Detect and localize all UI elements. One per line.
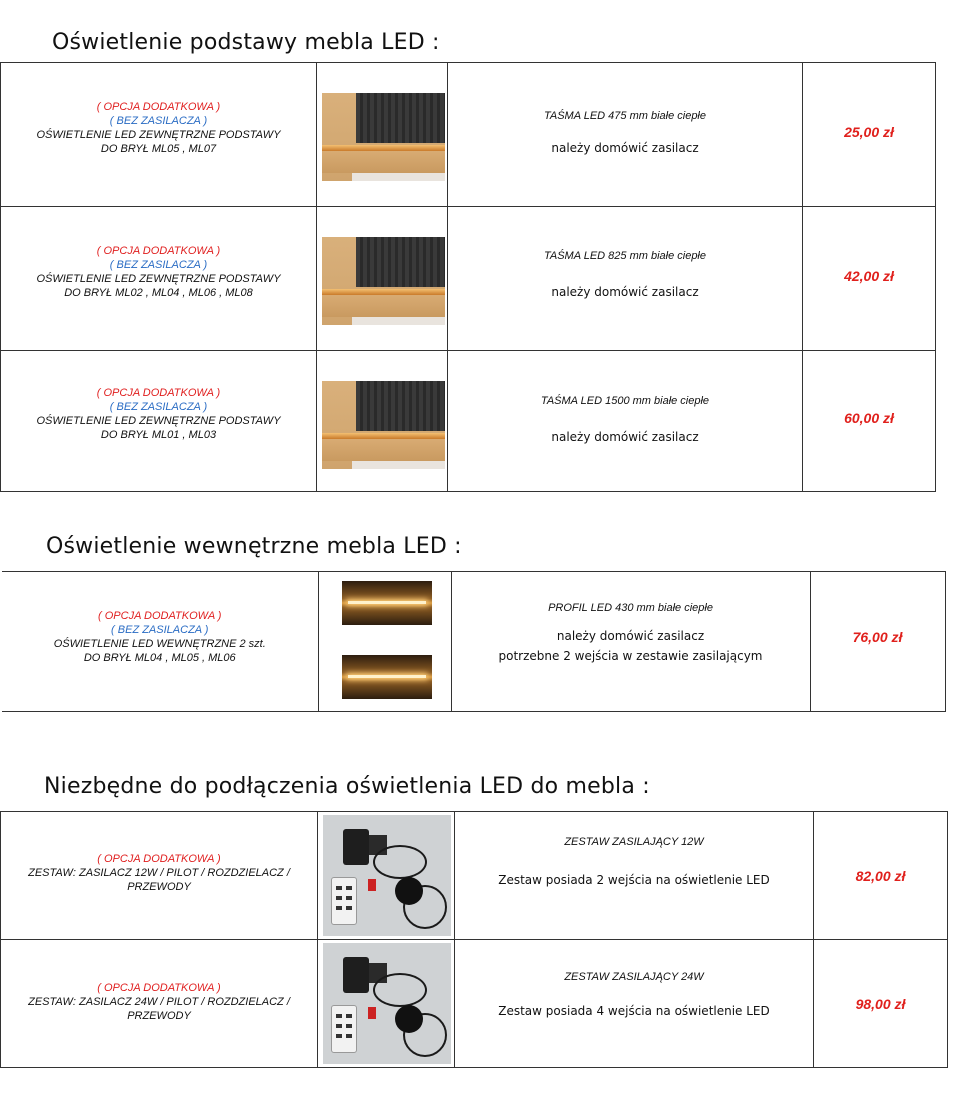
product-name: ZESTAW ZASILAJĄCY 12W xyxy=(564,835,704,848)
no-psu-label: ( BEZ ZASILACZA ) xyxy=(111,623,209,636)
product-cell xyxy=(455,940,814,1068)
price-cell xyxy=(803,63,936,207)
description-line-2: DO BRYŁ ML04 , ML05 , ML06 xyxy=(83,651,236,664)
description-line-2: DO BRYŁ ML01 , ML03 xyxy=(100,429,217,441)
product-cell xyxy=(451,572,810,712)
price: 60,00 zł xyxy=(844,410,894,426)
image-cell xyxy=(318,572,451,712)
section-title-interior-lighting: Oświetlenie wewnętrzne mebla LED : xyxy=(46,534,462,559)
power-kit-table xyxy=(0,811,948,1068)
note-line-1: należy domówić zasilacz xyxy=(551,284,699,299)
description-cell xyxy=(1,940,318,1068)
cabinet-led-base-image xyxy=(322,93,445,181)
note-line-1: należy domówić zasilacz xyxy=(556,628,705,643)
description-cell xyxy=(1,351,317,492)
cabinet-led-base-image xyxy=(322,237,445,325)
image-cell xyxy=(317,351,448,492)
note-line-1: Zestaw posiada 4 wejścia na oświetlenie LED xyxy=(498,1003,770,1018)
image-cell xyxy=(317,63,448,207)
option-label: ( OPCJA DODATKOWA ) xyxy=(97,852,221,865)
price: 98,00 zł xyxy=(855,995,906,1012)
base-lighting-table xyxy=(0,62,936,492)
image-cell xyxy=(318,812,455,940)
power-kit-image xyxy=(323,815,451,936)
description-line-1: ZESTAW: ZASILACZ 24W / PILOT / ROZDZIELACZ / xyxy=(28,995,290,1008)
table-row xyxy=(1,63,936,207)
product-cell xyxy=(455,812,814,940)
product-name: TAŚMA LED 825 mm białe ciepłe xyxy=(543,249,706,262)
description-line-1: OŚWIETLENIE LED ZEWNĘTRZNE PODSTAWY xyxy=(36,415,281,427)
option-label: ( OPCJA DODATKOWA ) xyxy=(96,387,221,399)
table-row xyxy=(1,812,948,940)
option-label: ( OPCJA DODATKOWA ) xyxy=(96,100,221,113)
description-cell xyxy=(1,63,317,207)
option-label: ( OPCJA DODATKOWA ) xyxy=(96,244,221,257)
price-cell xyxy=(803,351,936,492)
no-psu-label: ( BEZ ZASILACZA ) xyxy=(109,401,208,413)
cabinet-led-base-image xyxy=(322,381,445,469)
description-line-2: PRZEWODY xyxy=(127,880,191,893)
note-line-1: należy domówić zasilacz xyxy=(551,430,699,444)
section-title-connection-kit: Niezbędne do podłączenia oświetlenia LED do mebla : xyxy=(44,774,650,799)
description-line-1: OŚWIETLENIE LED ZEWNĘTRZNE PODSTAWY xyxy=(36,272,281,285)
description-cell xyxy=(1,812,318,940)
price: 82,00 zł xyxy=(855,867,906,884)
note-line-1: należy domówić zasilacz xyxy=(551,140,699,155)
description-line-1: OŚWIETLENIE LED WEWNĘTRZNE 2 szt. xyxy=(53,637,266,650)
product-name: PROFIL LED 430 mm białe ciepłe xyxy=(548,601,713,614)
description-cell xyxy=(2,572,318,712)
led-profile-image xyxy=(342,655,432,699)
description-line-2: PRZEWODY xyxy=(127,1009,191,1022)
price-cell xyxy=(814,812,948,940)
product-name: ZESTAW ZASILAJĄCY 24W xyxy=(564,970,704,983)
option-label: ( OPCJA DODATKOWA ) xyxy=(97,981,221,994)
table-row xyxy=(1,351,936,492)
product-cell xyxy=(448,207,803,351)
description-line-1: ZESTAW: ZASILACZ 12W / PILOT / ROZDZIELACZ / xyxy=(28,866,290,879)
image-cell xyxy=(318,940,455,1068)
section-title-base-lighting: Oświetlenie podstawy mebla LED : xyxy=(52,30,440,55)
power-kit-image xyxy=(323,943,451,1064)
note-line-2: potrzebne 2 wejścia w zestawie zasilającym xyxy=(498,648,763,663)
note-line-1: Zestaw posiada 2 wejścia na oświetlenie LED xyxy=(498,872,770,887)
price-cell xyxy=(814,940,948,1068)
price: 76,00 zł xyxy=(852,628,903,645)
no-psu-label: ( BEZ ZASILACZA ) xyxy=(109,258,208,271)
led-profile-image xyxy=(342,581,432,625)
price: 25,00 zł xyxy=(844,123,894,140)
table-row xyxy=(2,572,945,712)
no-psu-label: ( BEZ ZASILACZA ) xyxy=(109,114,208,127)
price-cell xyxy=(803,207,936,351)
product-cell xyxy=(448,351,803,492)
table-row xyxy=(1,940,948,1068)
image-cell xyxy=(317,207,448,351)
product-cell xyxy=(448,63,803,207)
option-label: ( OPCJA DODATKOWA ) xyxy=(98,609,222,622)
price-cell xyxy=(810,572,945,712)
product-name: TAŚMA LED 1500 mm białe ciepłe xyxy=(540,395,710,407)
interior-lighting-table xyxy=(2,571,946,712)
description-line-2: DO BRYŁ ML02 , ML04 , ML06 , ML08 xyxy=(64,286,253,299)
description-line-2: DO BRYŁ ML05 , ML07 xyxy=(100,142,217,155)
description-line-1: OŚWIETLENIE LED ZEWNĘTRZNE PODSTAWY xyxy=(36,128,281,141)
description-cell xyxy=(1,207,317,351)
price: 42,00 zł xyxy=(844,267,894,284)
product-name: TAŚMA LED 475 mm białe ciepłe xyxy=(543,109,706,122)
table-row xyxy=(1,207,936,351)
